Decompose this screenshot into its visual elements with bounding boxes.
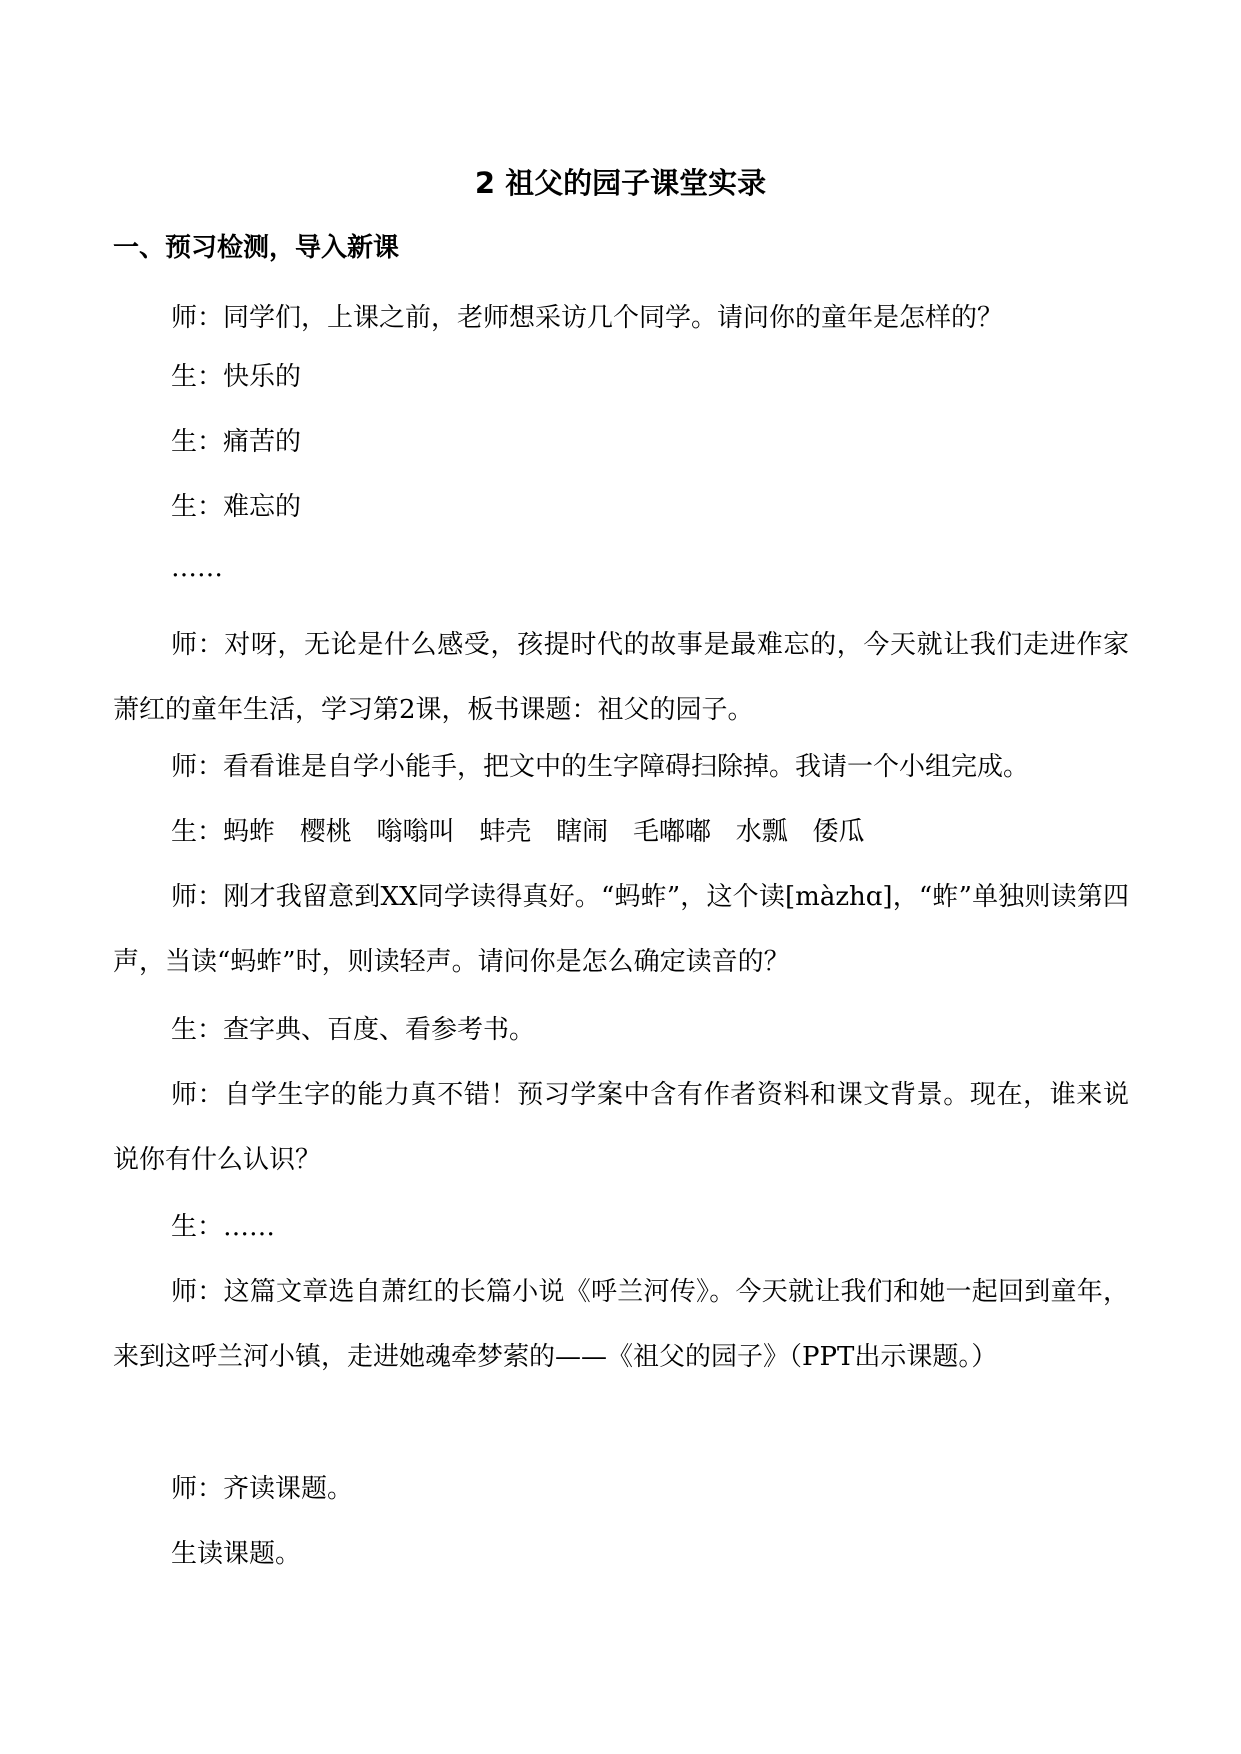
paragraph-3: 生：痛苦的 <box>171 427 302 457</box>
paragraph-15: 生读课题。 <box>171 1539 302 1569</box>
section-heading: 一、预习检测，导入新课 <box>113 233 400 263</box>
paragraph-13: 师：这篇文章选自萧红的长篇小说《呼兰河传》。今天就让我们和她一起回到童年，来到这呼兰河小镇，走进她魂牵梦萦的——《祖父的园子》（PPT出示课题。） <box>113 1277 1129 1372</box>
paragraph-1: 师：同学们，上课之前，老师想采访几个同学。请问你的童年是怎样的？ <box>171 303 1004 333</box>
document-title: 2 祖父的园子课堂实录 <box>474 166 767 200</box>
paragraph-8: 生：蚂蚱 樱桃 嗡嗡叫 蚌壳 瞎闹 毛嘟嘟 水瓢 倭瓜 <box>171 817 865 847</box>
paragraph-6: 师：对呀，无论是什么感受，孩提时代的故事是最难忘的，今天就让我们走进作家萧红的童年生活，学习第2课，板书课题：祖父的园子。 <box>113 630 1129 725</box>
paragraph-5: …… <box>171 553 223 583</box>
paragraph-14: 师：齐读课题。 <box>171 1474 354 1504</box>
paragraph-11: 师：自学生字的能力真不错！预习学案中含有作者资料和课文背景。现在，谁来说说你有什么认识？ <box>113 1080 1129 1175</box>
paragraph-2: 生：快乐的 <box>171 362 302 392</box>
paragraph-4: 生：难忘的 <box>171 492 302 522</box>
paragraph-7: 师：看看谁是自学小能手，把文中的生字障碍扫除掉。我请一个小组完成。 <box>171 752 1030 782</box>
paragraph-10: 生：查字典、百度、看参考书。 <box>171 1015 536 1045</box>
paragraph-12: 生：…… <box>171 1212 276 1242</box>
paragraph-9: 师：刚才我留意到XX同学读得真好。“蚂蚱”，这个读[màzhɑ]，“蚱”单独则读第四声，当读“蚂蚱”时，则读轻声。请问你是怎么确定读音的？ <box>113 882 1129 977</box>
